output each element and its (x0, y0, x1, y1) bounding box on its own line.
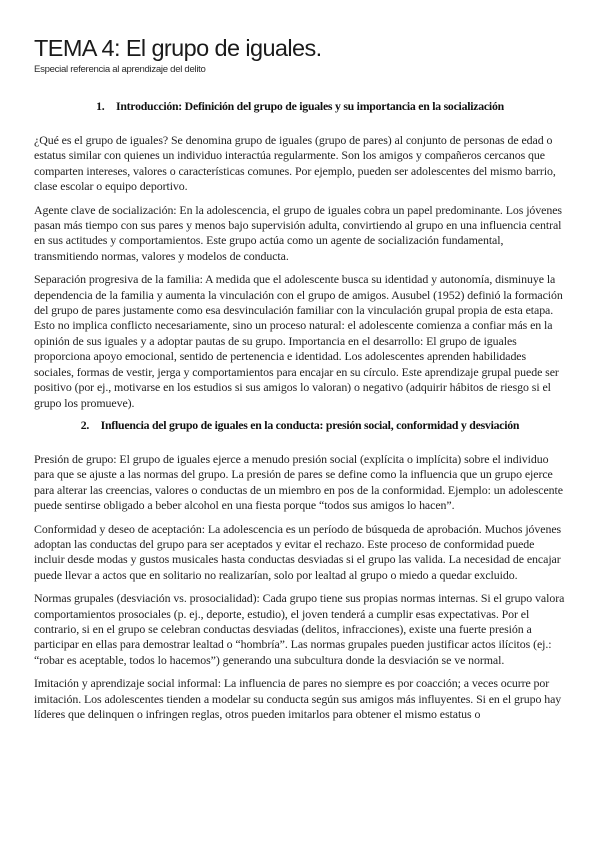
section-2-paragraph: Normas grupales (desviación vs. prosocialidad): Cada grupo tiene sus propias normas internas. Si el grupo valora comportamientos prosociales (p. ej., deporte, estudio), el joven tenderá a cumplir esas expectativas. Por el contrario, si en el grupo se celebran conductas desviadas (delitos, infracciones), existe una fuerte presión a participar en ellas para demostrar lealtad o “hombría”. Las normas grupales pueden justificar actos ilícitos (ej.: “robar es aceptable, todos lo hacemos”) generando una subcultura donde la desviación se ve normal. (34, 591, 565, 667)
document-subtitle: Especial referencia al aprendizaje del delito (34, 64, 206, 75)
section-2-heading: 2. Influencia del grupo de iguales en la conducta: presión social, conformidad y desviación (80, 417, 520, 432)
section-1-paragraph: ¿Qué es el grupo de iguales? Se denomina grupo de iguales (grupo de pares) al conjunto de personas de edad o estatus similar con quienes un individuo interactúa regularmente. Son los amigos y compañeros cercanos que comparten intereses, valores o características comunes. Por ejemplo, pueden ser adolescentes del mismo barrio, clase escolar o equipo deportivo. (34, 133, 556, 194)
document-title: TEMA 4: El grupo de iguales. (34, 35, 322, 61)
section-1-paragraph: Separación progresiva de la familia: A medida que el adolescente busca su identidad y autonomía, disminuye la dependencia de la familia y aumenta la vinculación con el grupo de amigos. Ausubel (1952) definió la formación del grupo de pares justamente como esa desvinculación familiar con la vinculación grupal propia de esta etapa. Esto no implica conflicto necesariamente, sino un proceso natural: el adolescente comienza a confiar más en la opinión de sus iguales y a adoptar pautas de su grupo. Importancia en el desarrollo: El grupo de iguales proporciona apoyo emocional, sentido de pertenencia e identidad. Los adolescentes aprenden habilidades sociales, formas de vestir, jerga y comportamientos para encajar en su círculo. Este aprendizaje grupal puede ser positivo (por ej., motivarse en los estudios si sus amigos lo valoran) o negativo (adquirir hábitos de riesgo si el grupo los promueve). (34, 272, 563, 410)
section-1-paragraph: Agente clave de socialización: En la adolescencia, el grupo de iguales cobra un papel predominante. Los jóvenes pasan más tiempo con sus pares y menos bajo supervisión adulta, convirtiendo al grupo en una influencia central en sus actitudes y comportamientos. Este grupo actúa como un agente de socialización fundamental, transmitiendo normas, valores y modelos de conducta. (34, 202, 562, 263)
section-2-paragraph: Presión de grupo: El grupo de iguales ejerce a menudo presión social (explícita o implícita) sobre el individuo para que se ajuste a las normas del grupo. La presión de pares se define como la influencia que un grupo ejerce para alterar las creencias, valores o conductas de un miembro en pos de la conformidad. Ejemplo: un adolescente puede sentirse obligado a beber alcohol en una fiesta porque “todos sus amigos lo hacen”. (34, 451, 563, 513)
section-1-heading: 1. Introducción: Definición del grupo de iguales y su importancia en la socialización (96, 99, 504, 113)
section-2-paragraph: Imitación y aprendizaje social informal: La influencia de pares no siempre es por coacción; a veces ocurre por imitación. Los adolescentes tienden a modelar su conducta según sus amigos más influyentes. Si en el grupo hay líderes que delinquen o infringen reglas, otros pueden imitarlos para obtener el mismo estatus o (34, 676, 562, 721)
section-2-paragraph: Conformidad y deseo de aceptación: La adolescencia es un período de búsqueda de aprobación. Muchos jóvenes adoptan las conductas del grupo para ser aceptados y evitar el rechazo. Este proceso de conformidad puede incluir desde modas y gustos musicales hasta conductas desviadas si el grupo las valida. La necesidad de encajar puede llevar a actos que en solitario no realizarían, solo por lealtad al grupo o miedo a quedar excluido. (34, 521, 562, 582)
